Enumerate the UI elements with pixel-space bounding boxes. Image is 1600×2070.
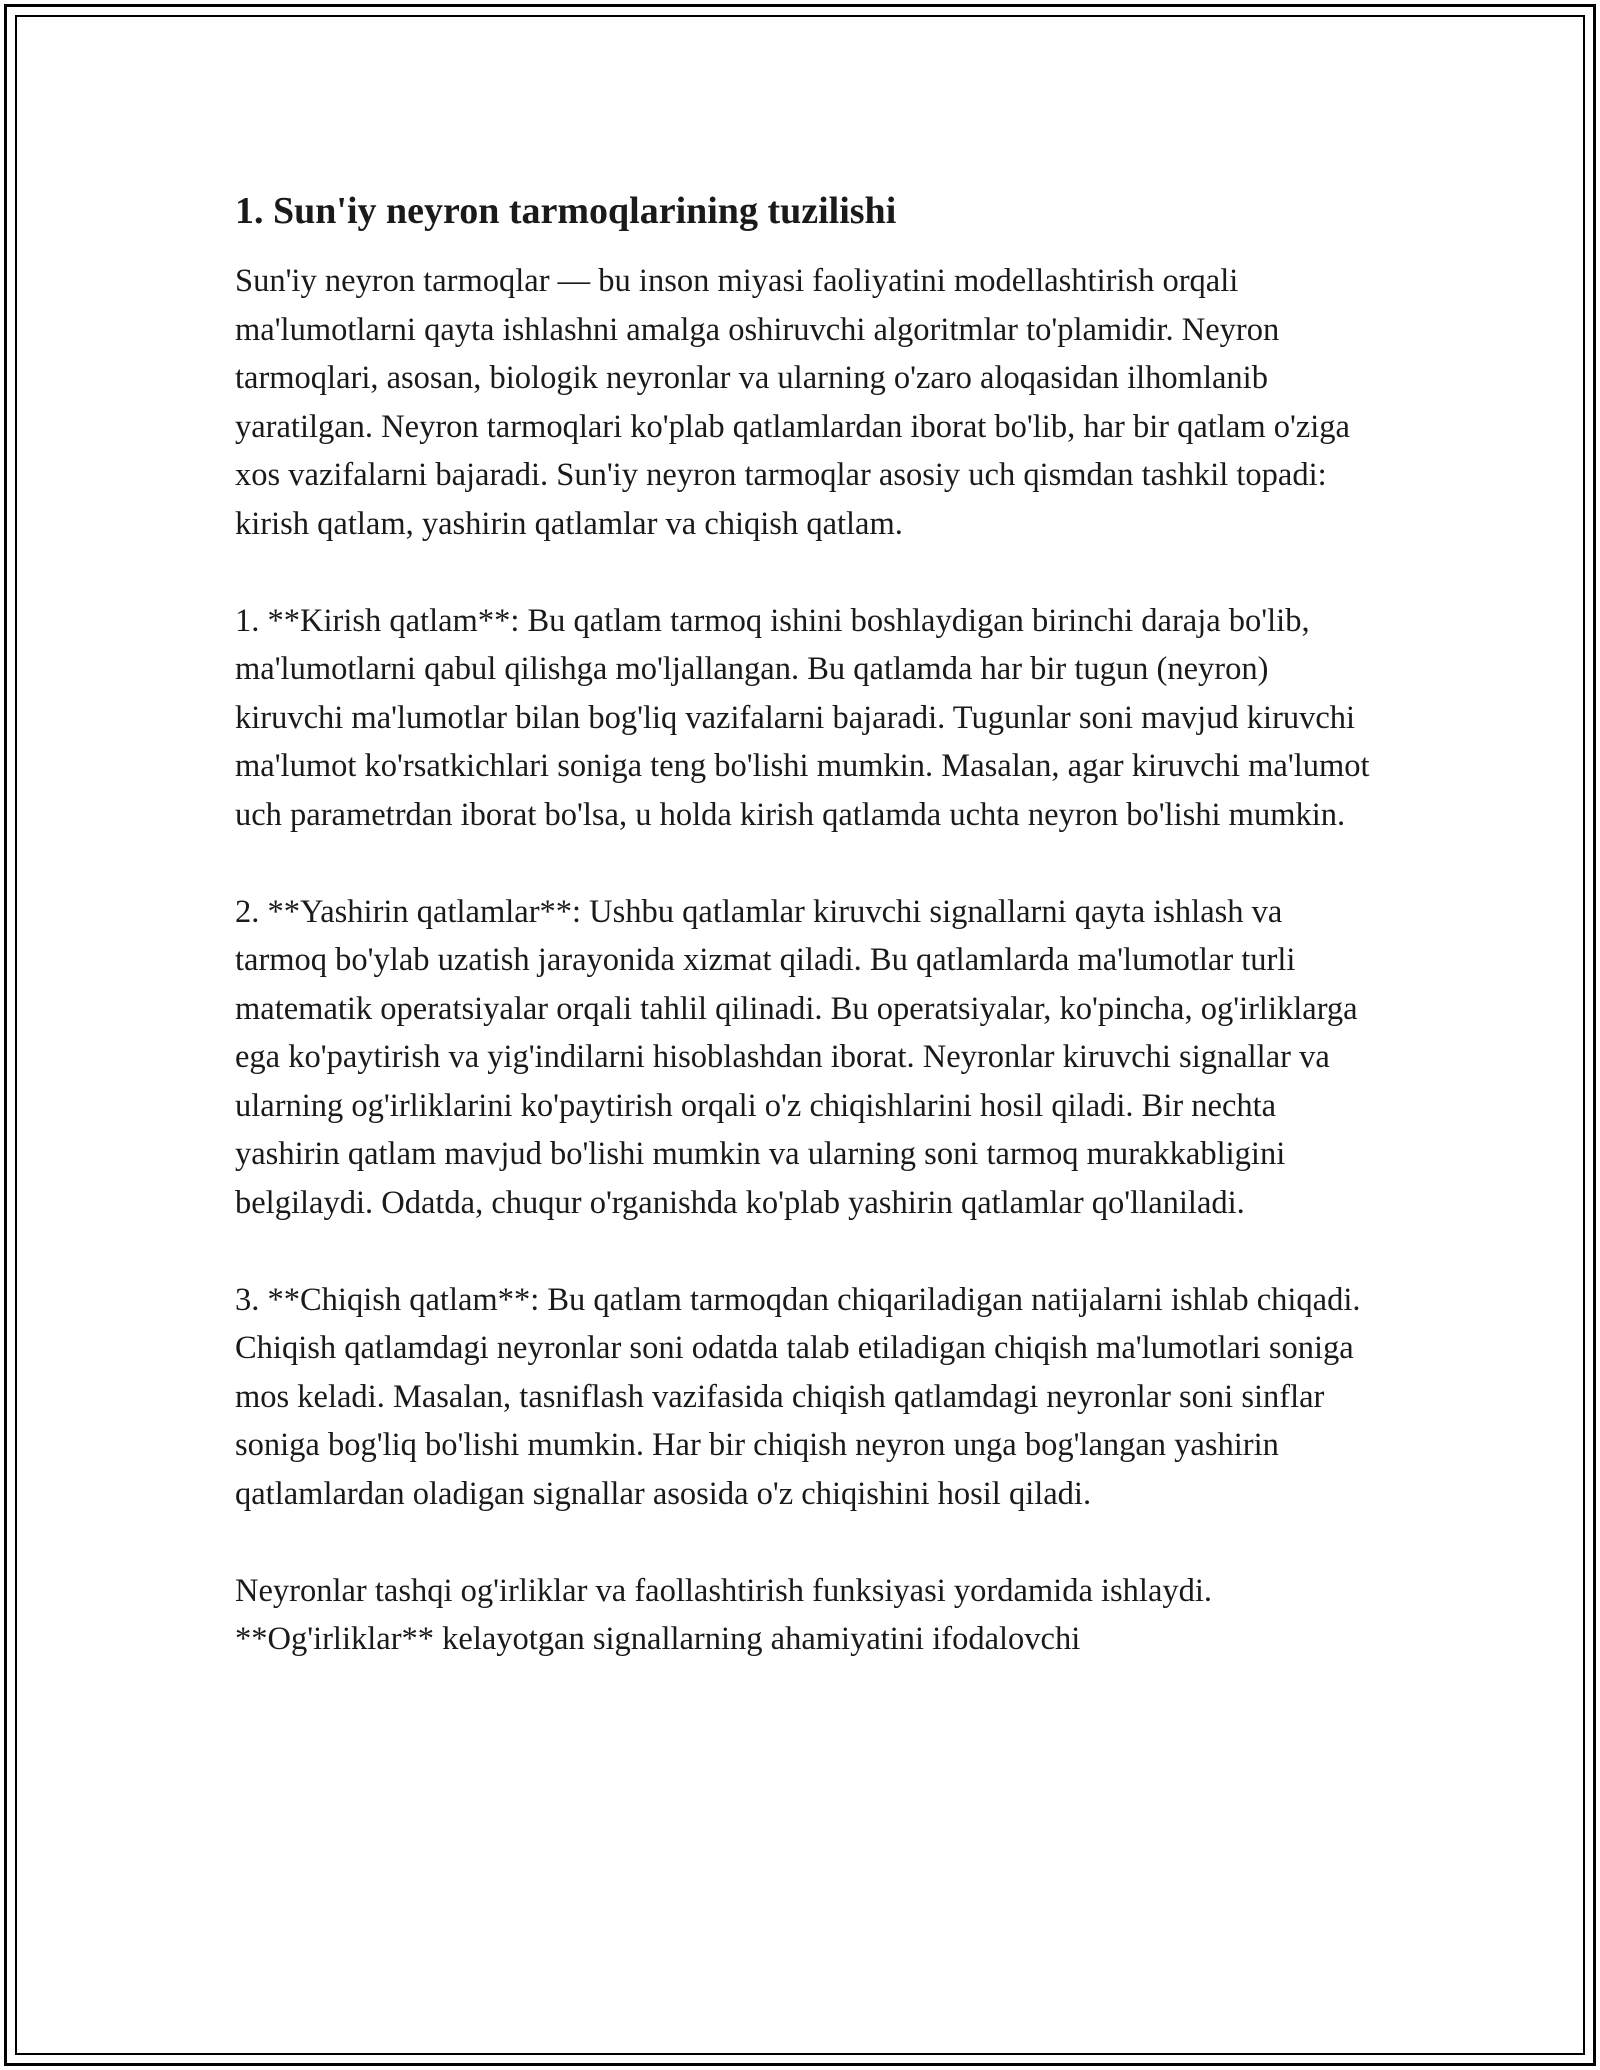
paragraph-weights: Neyronlar tashqi og'irliklar va faollashtirish funksiyasi yordamida ishlaydi. **Og'irliklar** kelayotgan signallarning ahamiyatini ifodalovchi	[235, 1572, 1213, 1657]
paragraph-intro: Sun'iy neyron tarmoqlar — bu inson miyasi faoliyatini modellashtirish orqali ma'lumotlarni qayta ishlashni amalga oshiruvchi algoritmlar to'plamidir. Neyron tarmoqlari, asosan, biologik neyronlar va ularning o'zaro aloqasidan ilhomlanib yaratilgan. Neyron tarmoqlari ko'plab qatlamlardan iborat bo'lib, har bir qatlam o'ziga xos vazifalarni bajaradi. Sun'iy neyron tarmoqlar asosiy uch qismdan tashkil topadi: kirish qatlam, yashirin qatlamlar va chiqish qatlam.	[235, 263, 1350, 542]
paragraph-input-layer: 1. **Kirish qatlam**: Bu qatlam tarmoq ishini boshlaydigan birinchi daraja bo'lib, ma'lumotlarni qabul qilishga mo'ljallangan. Bu qatlamda har bir tugun (neyron) kiruvchi ma'lumotlar bilan bog'liq vazifalarni bajaradi. Tugunlar soni mavjud kiruvchi ma'lumot ko'rsatkichlari soniga teng bo'lishi mumkin. Masalan, agar kiruvchi ma'lumot uch parametrdan iborat bo'lsa, u holda kirish qatlamda uchta neyron bo'lishi mumkin.	[235, 602, 1370, 833]
section-title: 1. Sun'iy neyron tarmoqlarining tuzilishi	[235, 190, 897, 232]
paragraph-hidden-layers: 2. **Yashirin qatlamlar**: Ushbu qatlamlar kiruvchi signallarni qayta ishlash va tarmoq bo'ylab uzatish jarayonida xizmat qiladi. Bu qatlamlarda ma'lumotlar turli matematik operatsiyalar orqali tahlil qilinadi. Bu operatsiyalar, ko'pincha, og'irliklarga ega ko'paytirish va yig'indilarni hisoblashdan iborat. Neyronlar kiruvchi signallar va ularning og'irliklarini ko'paytirish orqali o'z chiqishlarini hosil qiladi. Bir nechta yashirin qatlam mavjud bo'lishi mumkin va ularning soni tarmoq murakkabligini belgilaydi. Odatda, chuqur o'rganishda ko'plab yashirin qatlamlar qo'llaniladi.	[235, 893, 1358, 1221]
paragraph-output-layer: 3. **Chiqish qatlam**: Bu qatlam tarmoqdan chiqariladigan natijalarni ishlab chiqadi. Chiqish qatlamdagi neyronlar soni odatda talab etiladigan chiqish ma'lumotlari soniga mos keladi. Masalan, tasniflash vazifasida chiqish qatlamdagi neyronlar soni sinflar soniga bog'liq bo'lishi mumkin. Har bir chiqish neyron unga bog'langan yashirin qatlamlardan oladigan signallar asosida o'z chiqishini hosil qiladi.	[235, 1281, 1361, 1512]
document-body	[235, 185, 1375, 1712]
